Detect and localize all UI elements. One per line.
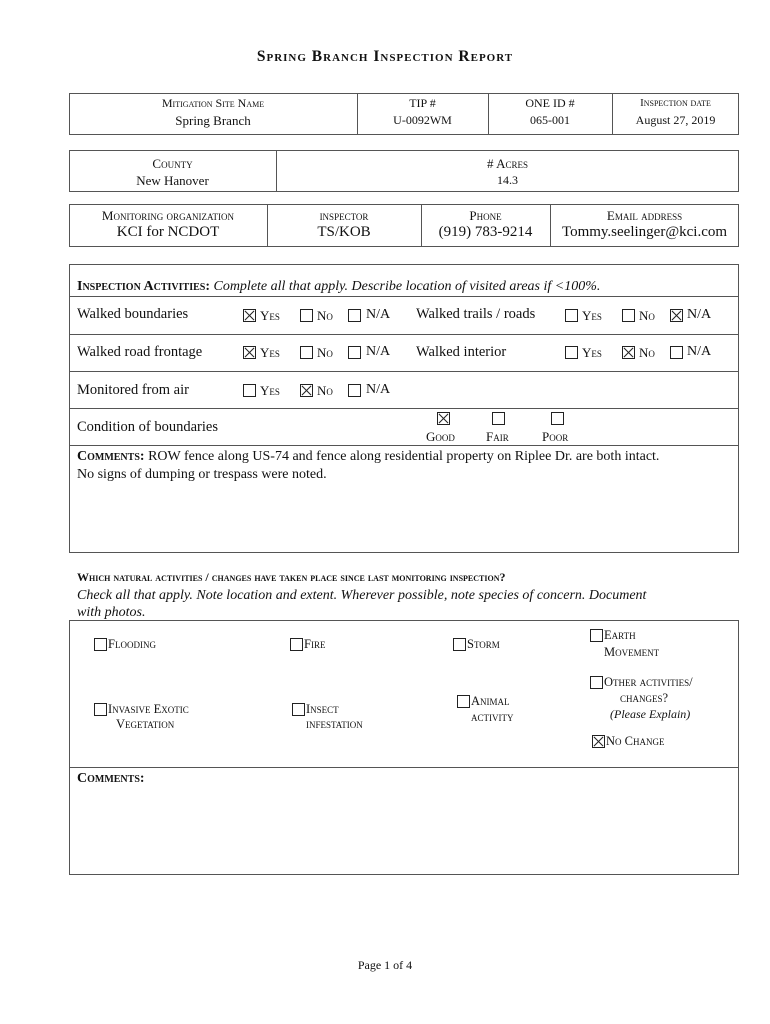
activities-heading-bold: Inspection Activities: bbox=[77, 279, 210, 294]
report-title: Spring Branch Inspection Report bbox=[256, 48, 514, 65]
insect-infestation-label-1: Insect bbox=[306, 702, 339, 716]
divider bbox=[69, 334, 739, 335]
natural-instructions-line1: Check all that apply. Note location and extent. Wherever possible, note species of concern. Document bbox=[77, 588, 647, 603]
divider bbox=[69, 296, 739, 297]
option-na-label: N/A bbox=[366, 307, 391, 322]
county-cell bbox=[69, 155, 276, 189]
walked-interior-label: Walked interior bbox=[416, 344, 507, 360]
other-activities-explain: (Please Explain) bbox=[610, 707, 691, 721]
divider bbox=[69, 408, 739, 409]
walked-boundaries-label: Walked boundaries bbox=[77, 306, 189, 322]
option-no-label: No bbox=[317, 383, 333, 398]
org-cell bbox=[69, 207, 267, 241]
email-value[interactable]: Tommy.seelinger@kci.com bbox=[561, 224, 728, 240]
animal-activity-label-2: activity bbox=[471, 710, 514, 724]
one-id-cell bbox=[488, 95, 612, 129]
site-name-cell bbox=[69, 95, 357, 129]
walked-trails-yes-checkbox[interactable] bbox=[565, 309, 578, 322]
condition-poor-checkbox[interactable] bbox=[551, 412, 564, 425]
walked-road-frontage-yes-checkbox[interactable] bbox=[243, 346, 256, 359]
inspector-value[interactable]: TS/KOB bbox=[317, 224, 371, 240]
condition-fair-checkbox[interactable] bbox=[492, 412, 505, 425]
no-change-checkbox[interactable] bbox=[592, 735, 605, 748]
county-value[interactable]: New Hanover bbox=[136, 173, 209, 188]
inspector-label: inspector bbox=[319, 208, 369, 223]
other-activities-label-1: Other activities/ bbox=[604, 675, 693, 689]
animal-activity-checkbox[interactable] bbox=[457, 695, 470, 708]
monitored-from-air-no-checkbox[interactable] bbox=[300, 384, 313, 397]
option-na-label: N/A bbox=[366, 382, 391, 397]
natural-instructions-line2: with photos. bbox=[77, 605, 146, 620]
activities-comments-label: Comments: bbox=[77, 449, 145, 464]
walked-trails-no-checkbox[interactable] bbox=[622, 309, 635, 322]
page-number: Page 1 of 4 bbox=[357, 958, 413, 972]
condition-of-boundaries-label: Condition of boundaries bbox=[77, 419, 218, 435]
earth-movement-checkbox[interactable] bbox=[590, 629, 603, 642]
no-change-label: No Change bbox=[606, 734, 665, 748]
insect-infestation-checkbox[interactable] bbox=[292, 703, 305, 716]
fire-label: Fire bbox=[304, 637, 326, 651]
divider bbox=[69, 767, 739, 768]
walked-trails-label: Walked trails / roads bbox=[416, 306, 536, 322]
phone-label: Phone bbox=[469, 208, 502, 223]
activities-heading-instructions: Complete all that apply. Describe location of visited areas if <100%. bbox=[209, 279, 601, 294]
option-yes-label: Yes bbox=[260, 308, 280, 323]
option-yes-label: Yes bbox=[260, 345, 280, 360]
phone-cell bbox=[421, 207, 550, 241]
natural-comments-field[interactable] bbox=[75, 790, 735, 870]
monitored-from-air-na-checkbox[interactable] bbox=[348, 384, 361, 397]
divider bbox=[69, 371, 739, 372]
other-activities-label-2: changes? bbox=[620, 691, 669, 705]
activities-comments[interactable] bbox=[77, 448, 732, 484]
acres-cell bbox=[276, 155, 739, 189]
walked-road-frontage-no-checkbox[interactable] bbox=[300, 346, 313, 359]
invasive-vegetation-checkbox[interactable] bbox=[94, 703, 107, 716]
condition-good-checkbox[interactable] bbox=[437, 412, 450, 425]
option-no-label: No bbox=[639, 308, 655, 323]
activities-comments-line2: No signs of dumping or trespass were noted. bbox=[77, 467, 327, 482]
org-value[interactable]: KCI for NCDOT bbox=[116, 224, 220, 240]
walked-boundaries-no-checkbox[interactable] bbox=[300, 309, 313, 322]
storm-checkbox[interactable] bbox=[453, 638, 466, 651]
acres-label: # Acres bbox=[487, 156, 528, 171]
flooding-checkbox[interactable] bbox=[94, 638, 107, 651]
tip-label: TIP # bbox=[409, 96, 436, 110]
email-cell bbox=[550, 207, 739, 241]
condition-good-label: Good bbox=[426, 429, 455, 444]
inspection-date-cell bbox=[612, 95, 739, 129]
org-label: Monitoring organization bbox=[101, 208, 235, 223]
option-na-label: N/A bbox=[687, 344, 712, 359]
one-id-value[interactable]: 065-001 bbox=[530, 113, 570, 127]
natural-comments-label: Comments: bbox=[77, 771, 145, 786]
inspection-date-label: Inspection date bbox=[640, 97, 711, 109]
earth-movement-label-2: Movement bbox=[604, 645, 660, 659]
natural-activities-instructions bbox=[77, 587, 737, 621]
walked-boundaries-yes-checkbox[interactable] bbox=[243, 309, 256, 322]
walked-road-frontage-label: Walked road frontage bbox=[77, 344, 203, 360]
walked-road-frontage-na-checkbox[interactable] bbox=[348, 346, 361, 359]
option-no-label: No bbox=[317, 345, 333, 360]
walked-boundaries-na-checkbox[interactable] bbox=[348, 309, 361, 322]
natural-activities-heading: Which natural activities / changes have taken place since last monitoring inspection? bbox=[77, 570, 506, 584]
option-yes-label: Yes bbox=[260, 383, 280, 398]
flooding-label: Flooding bbox=[108, 637, 156, 651]
monitored-from-air-yes-checkbox[interactable] bbox=[243, 384, 256, 397]
site-name-value[interactable]: Spring Branch bbox=[175, 113, 251, 128]
activities-comments-line1: ROW fence along US-74 and fence along residential property on Riplee Dr. are both intact. bbox=[144, 449, 660, 464]
divider bbox=[69, 445, 739, 446]
earth-movement-label-1: Earth bbox=[604, 628, 636, 642]
tip-cell bbox=[357, 95, 488, 129]
option-no-label: No bbox=[639, 345, 655, 360]
invasive-vegetation-label-1: Invasive Exotic bbox=[108, 702, 189, 716]
acres-value[interactable]: 14.3 bbox=[497, 173, 518, 187]
walked-interior-no-checkbox[interactable] bbox=[622, 346, 635, 359]
option-na-label: N/A bbox=[366, 344, 391, 359]
activities-heading bbox=[77, 279, 600, 295]
monitored-from-air-label: Monitored from air bbox=[77, 382, 189, 398]
storm-label: Storm bbox=[467, 637, 500, 651]
inspection-date-value[interactable]: August 27, 2019 bbox=[635, 113, 716, 127]
phone-value[interactable]: (919) 783-9214 bbox=[438, 224, 533, 240]
option-na-label: N/A bbox=[687, 307, 712, 322]
walked-interior-na-checkbox[interactable] bbox=[670, 346, 683, 359]
county-label: County bbox=[152, 156, 193, 171]
invasive-vegetation-label-2: Vegetation bbox=[116, 717, 175, 731]
email-label: Email address bbox=[606, 208, 683, 223]
other-activities-checkbox[interactable] bbox=[590, 676, 603, 689]
condition-poor-label: Poor bbox=[542, 429, 569, 444]
inspector-cell bbox=[267, 207, 421, 241]
option-yes-label: Yes bbox=[582, 308, 602, 323]
site-name-label: Mitigation Site Name bbox=[161, 96, 265, 110]
insect-infestation-label-2: infestation bbox=[306, 717, 363, 731]
fire-checkbox[interactable] bbox=[290, 638, 303, 651]
one-id-label: ONE ID # bbox=[525, 96, 575, 110]
condition-fair-label: Fair bbox=[486, 429, 509, 444]
animal-activity-label-1: Animal bbox=[471, 694, 510, 708]
walked-interior-yes-checkbox[interactable] bbox=[565, 346, 578, 359]
option-no-label: No bbox=[317, 308, 333, 323]
walked-trails-na-checkbox[interactable] bbox=[670, 309, 683, 322]
option-yes-label: Yes bbox=[582, 345, 602, 360]
tip-value[interactable]: U-0092WM bbox=[393, 113, 452, 127]
